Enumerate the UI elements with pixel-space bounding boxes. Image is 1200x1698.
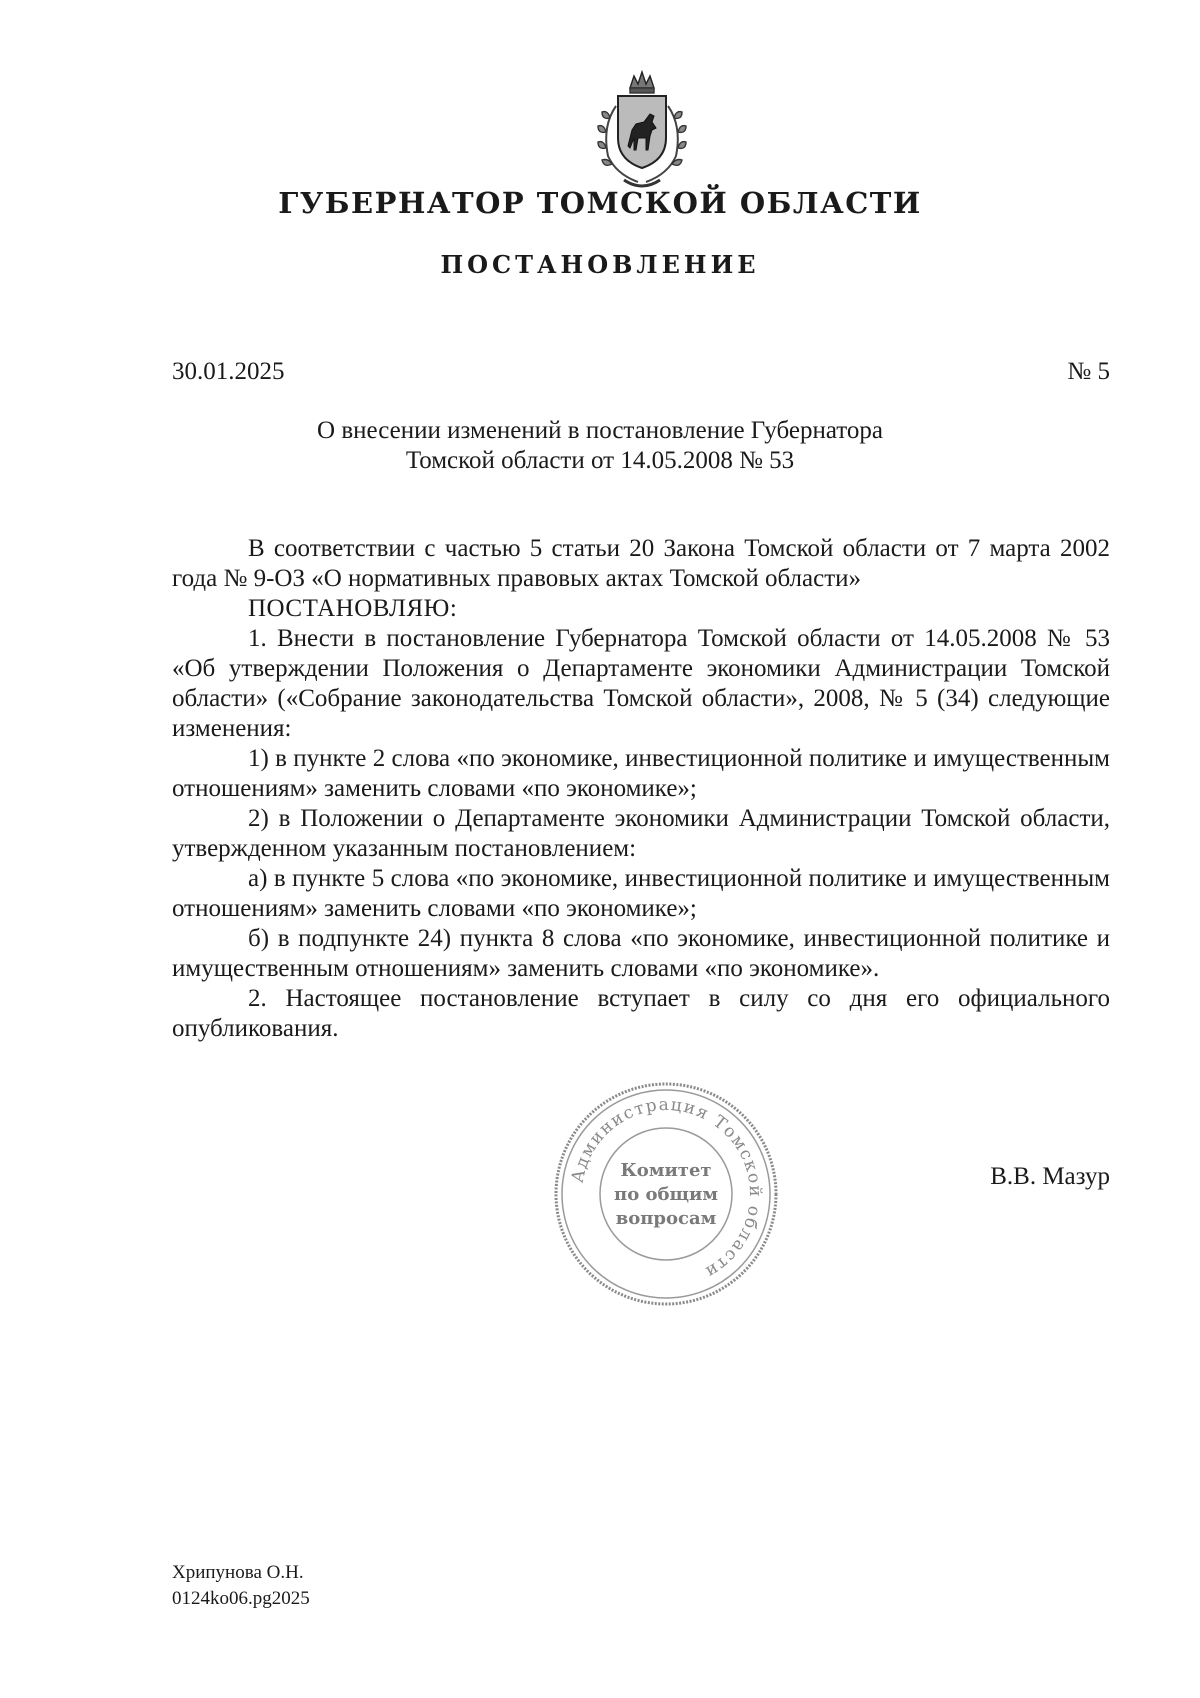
paragraph-item-1: 1. Внести в постановление Губернатора Томской области от 14.05.2008 № 53 «Об утверждении Положения о Департаменте экономики Администрации Томской области» («Собрание законодательства Томской области», 2008, № 5 (34) следующие изменения: (172, 625, 1110, 742)
stamp-ring-text: Администрация Томской области (567, 1094, 766, 1283)
stamp-center-line-2: по общим (614, 1184, 718, 1205)
paragraph-subitem-b: б) в подпункте 24) пункта 8 слова «по экономике, инвестиционной политике и имущественным отношениям» заменить словами «по экономике». (172, 925, 1110, 982)
paragraph-subitem-1: 1) в пункте 2 слова «по экономике, инвестиционной политике и имущественным отношениям» заменить словами «по экономике»; (172, 745, 1110, 802)
tomsk-region-coat-of-arms-icon (586, 66, 698, 194)
stamp-center-line-3: вопросам (615, 1208, 717, 1229)
paragraph-resolve: ПОСТАНОВЛЯЮ: (248, 595, 458, 622)
document-number: № 5 (1067, 358, 1110, 385)
official-stamp (548, 1076, 784, 1312)
paragraph-subitem-2: 2) в Положении о Департаменте экономики Администрации Томской области, утвержденном указанным постановлением: (172, 805, 1110, 862)
paragraph-item-2: 2. Настоящее постановление вступает в силу со дня его официального опубликования. (172, 985, 1110, 1042)
executor-name: Хрипунова О.Н. (172, 1562, 304, 1583)
document-subject (200, 416, 1000, 476)
document-type: ПОСТАНОВЛЕНИЕ (440, 250, 760, 279)
subject-line-1: О внесении изменений в постановление Губернатора (317, 417, 883, 444)
footer-info (172, 1560, 310, 1612)
stamp-center-line-1: Комитет (620, 1160, 712, 1181)
file-code: 0124ko06.pg2025 (172, 1588, 310, 1609)
signatory-name: В.В. Мазур (990, 1163, 1110, 1190)
document-date: 30.01.2025 (172, 358, 285, 385)
document-body (172, 534, 1110, 1044)
organization-title: ГУБЕРНАТОР ТОМСКОЙ ОБЛАСТИ (278, 186, 922, 220)
paragraph-subitem-a: а) в пункте 5 слова «по экономике, инвестиционной политике и имущественным отношениям» заменить словами «по экономике»; (172, 865, 1110, 922)
subject-line-2: Томской области от 14.05.2008 № 53 (405, 447, 795, 474)
paragraph-preamble: В соответствии с частью 5 статьи 20 Закона Томской области от 7 марта 2002 года № 9-ОЗ «О нормативных правовых актах Томской области» (172, 535, 1110, 592)
